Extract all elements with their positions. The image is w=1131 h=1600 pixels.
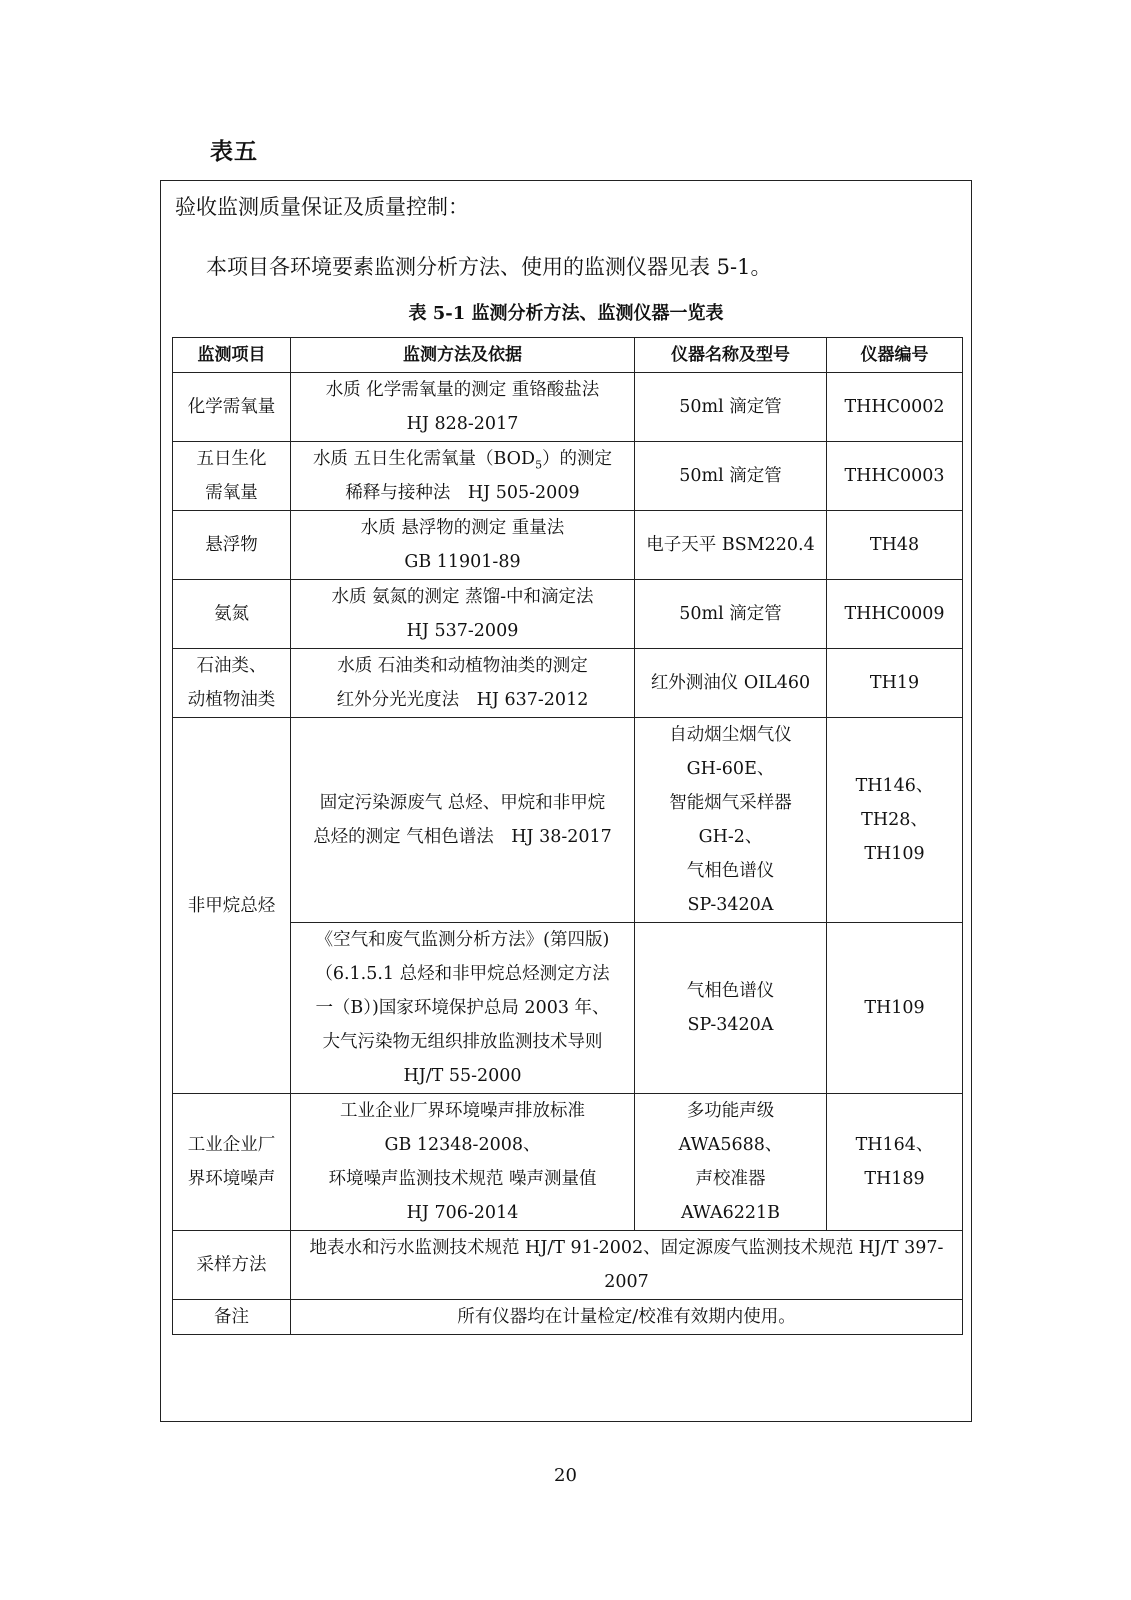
table-row xyxy=(173,511,963,580)
table-caption: 表 5-1 监测分析方法、监测仪器一览表 xyxy=(408,303,724,324)
cell-instrument: 50ml 滴定管 xyxy=(635,442,827,511)
cell-item: 石油类、 动植物油类 xyxy=(173,649,291,718)
table-row xyxy=(173,649,963,718)
cell-method: 《空气和废气监测分析方法》(第四版) （6.1.5.1 总烃和非甲烷总烃测定方法 一（B）)国家环境保护总局 2003 年、 大气污染物无组织排放监测技术导则 HJ/T 55-2000 xyxy=(291,923,635,1094)
remark-text: 所有仪器均在计量检定/校准有效期内使用。 xyxy=(291,1300,963,1335)
cell-code: THHC0002 xyxy=(827,373,963,442)
section-label: 表五 xyxy=(210,139,258,165)
sampling-row xyxy=(173,1231,963,1300)
cell-method: 水质 石油类和动植物油类的测定 红外分光光度法 HJ 637-2012 xyxy=(291,649,635,718)
cell-item: 五日生化 需氧量 xyxy=(173,442,291,511)
cell-method: 工业企业厂界环境噪声排放标准 GB 12348-2008、 环境噪声监测技术规范 噪声测量值 HJ 706-2014 xyxy=(291,1094,635,1231)
cell-instrument: 多功能声级 AWA5688、 声校准器 AWA6221B xyxy=(635,1094,827,1231)
box-heading: 验收监测质量保证及质量控制： xyxy=(175,195,469,219)
cell-item: 悬浮物 xyxy=(173,511,291,580)
cell-instrument: 红外测油仪 OIL460 xyxy=(635,649,827,718)
cell-code: TH48 xyxy=(827,511,963,580)
cell-item: 工业企业厂 界环境噪声 xyxy=(173,1094,291,1231)
header-instrument: 仪器名称及型号 xyxy=(635,338,827,373)
page-number: 20 xyxy=(554,1465,577,1486)
cell-instrument: 50ml 滴定管 xyxy=(635,580,827,649)
cell-code: TH146、 TH28、 TH109 xyxy=(827,718,963,923)
cell-code: TH109 xyxy=(827,923,963,1094)
cell-code: TH164、 TH189 xyxy=(827,1094,963,1231)
methods-table xyxy=(172,337,963,1335)
cell-item: 氨氮 xyxy=(173,580,291,649)
table-row xyxy=(173,580,963,649)
cell-instrument: 50ml 滴定管 xyxy=(635,373,827,442)
sampling-text: 地表水和污水监测技术规范 HJ/T 91-2002、固定源废气监测技术规范 HJ/T 397-2007 xyxy=(291,1231,963,1300)
cell-method: 水质 悬浮物的测定 重量法 GB 11901-89 xyxy=(291,511,635,580)
cell-method: 水质 五日生化需氧量$(BOD_5)$的测定 稀释与接种法 HJ 505-2009 xyxy=(291,442,635,511)
cell-method: 水质 氨氮的测定 蒸馏-中和滴定法 HJ 537-2009 xyxy=(291,580,635,649)
cell-instrument: 气相色谱仪 SP-3420A xyxy=(635,923,827,1094)
cell-item: 非甲烷总烃 xyxy=(173,718,291,1094)
cell-code: TH19 xyxy=(827,649,963,718)
intro-paragraph: 本项目各环境要素监测分析方法、使用的监测仪器见表 5-1。 xyxy=(206,255,772,279)
cell-method: 固定污染源废气 总烃、甲烷和非甲烷 总烃的测定 气相色谱法 HJ 38-2017 xyxy=(291,718,635,923)
table-row xyxy=(173,1094,963,1231)
cell-instrument: 电子天平 BSM220.4 xyxy=(635,511,827,580)
cell-method: 水质 化学需氧量的测定 重铬酸盐法 HJ 828-2017 xyxy=(291,373,635,442)
content-box xyxy=(160,180,972,1422)
table-row xyxy=(173,373,963,442)
header-item: 监测项目 xyxy=(173,338,291,373)
cell-code: THHC0003 xyxy=(827,442,963,511)
table-row xyxy=(173,718,963,923)
cell-instrument: 自动烟尘烟气仪 GH-60E、 智能烟气采样器 GH-2、 气相色谱仪 SP-3420A xyxy=(635,718,827,923)
header-method: 监测方法及依据 xyxy=(291,338,635,373)
cell-item: 化学需氧量 xyxy=(173,373,291,442)
header-code: 仪器编号 xyxy=(827,338,963,373)
table-row xyxy=(173,923,963,1094)
table-row xyxy=(173,442,963,511)
table-header-row xyxy=(173,338,963,373)
sampling-label: 采样方法 xyxy=(173,1231,291,1300)
remark-label: 备注 xyxy=(173,1300,291,1335)
remark-row xyxy=(173,1300,963,1335)
cell-code: THHC0009 xyxy=(827,580,963,649)
